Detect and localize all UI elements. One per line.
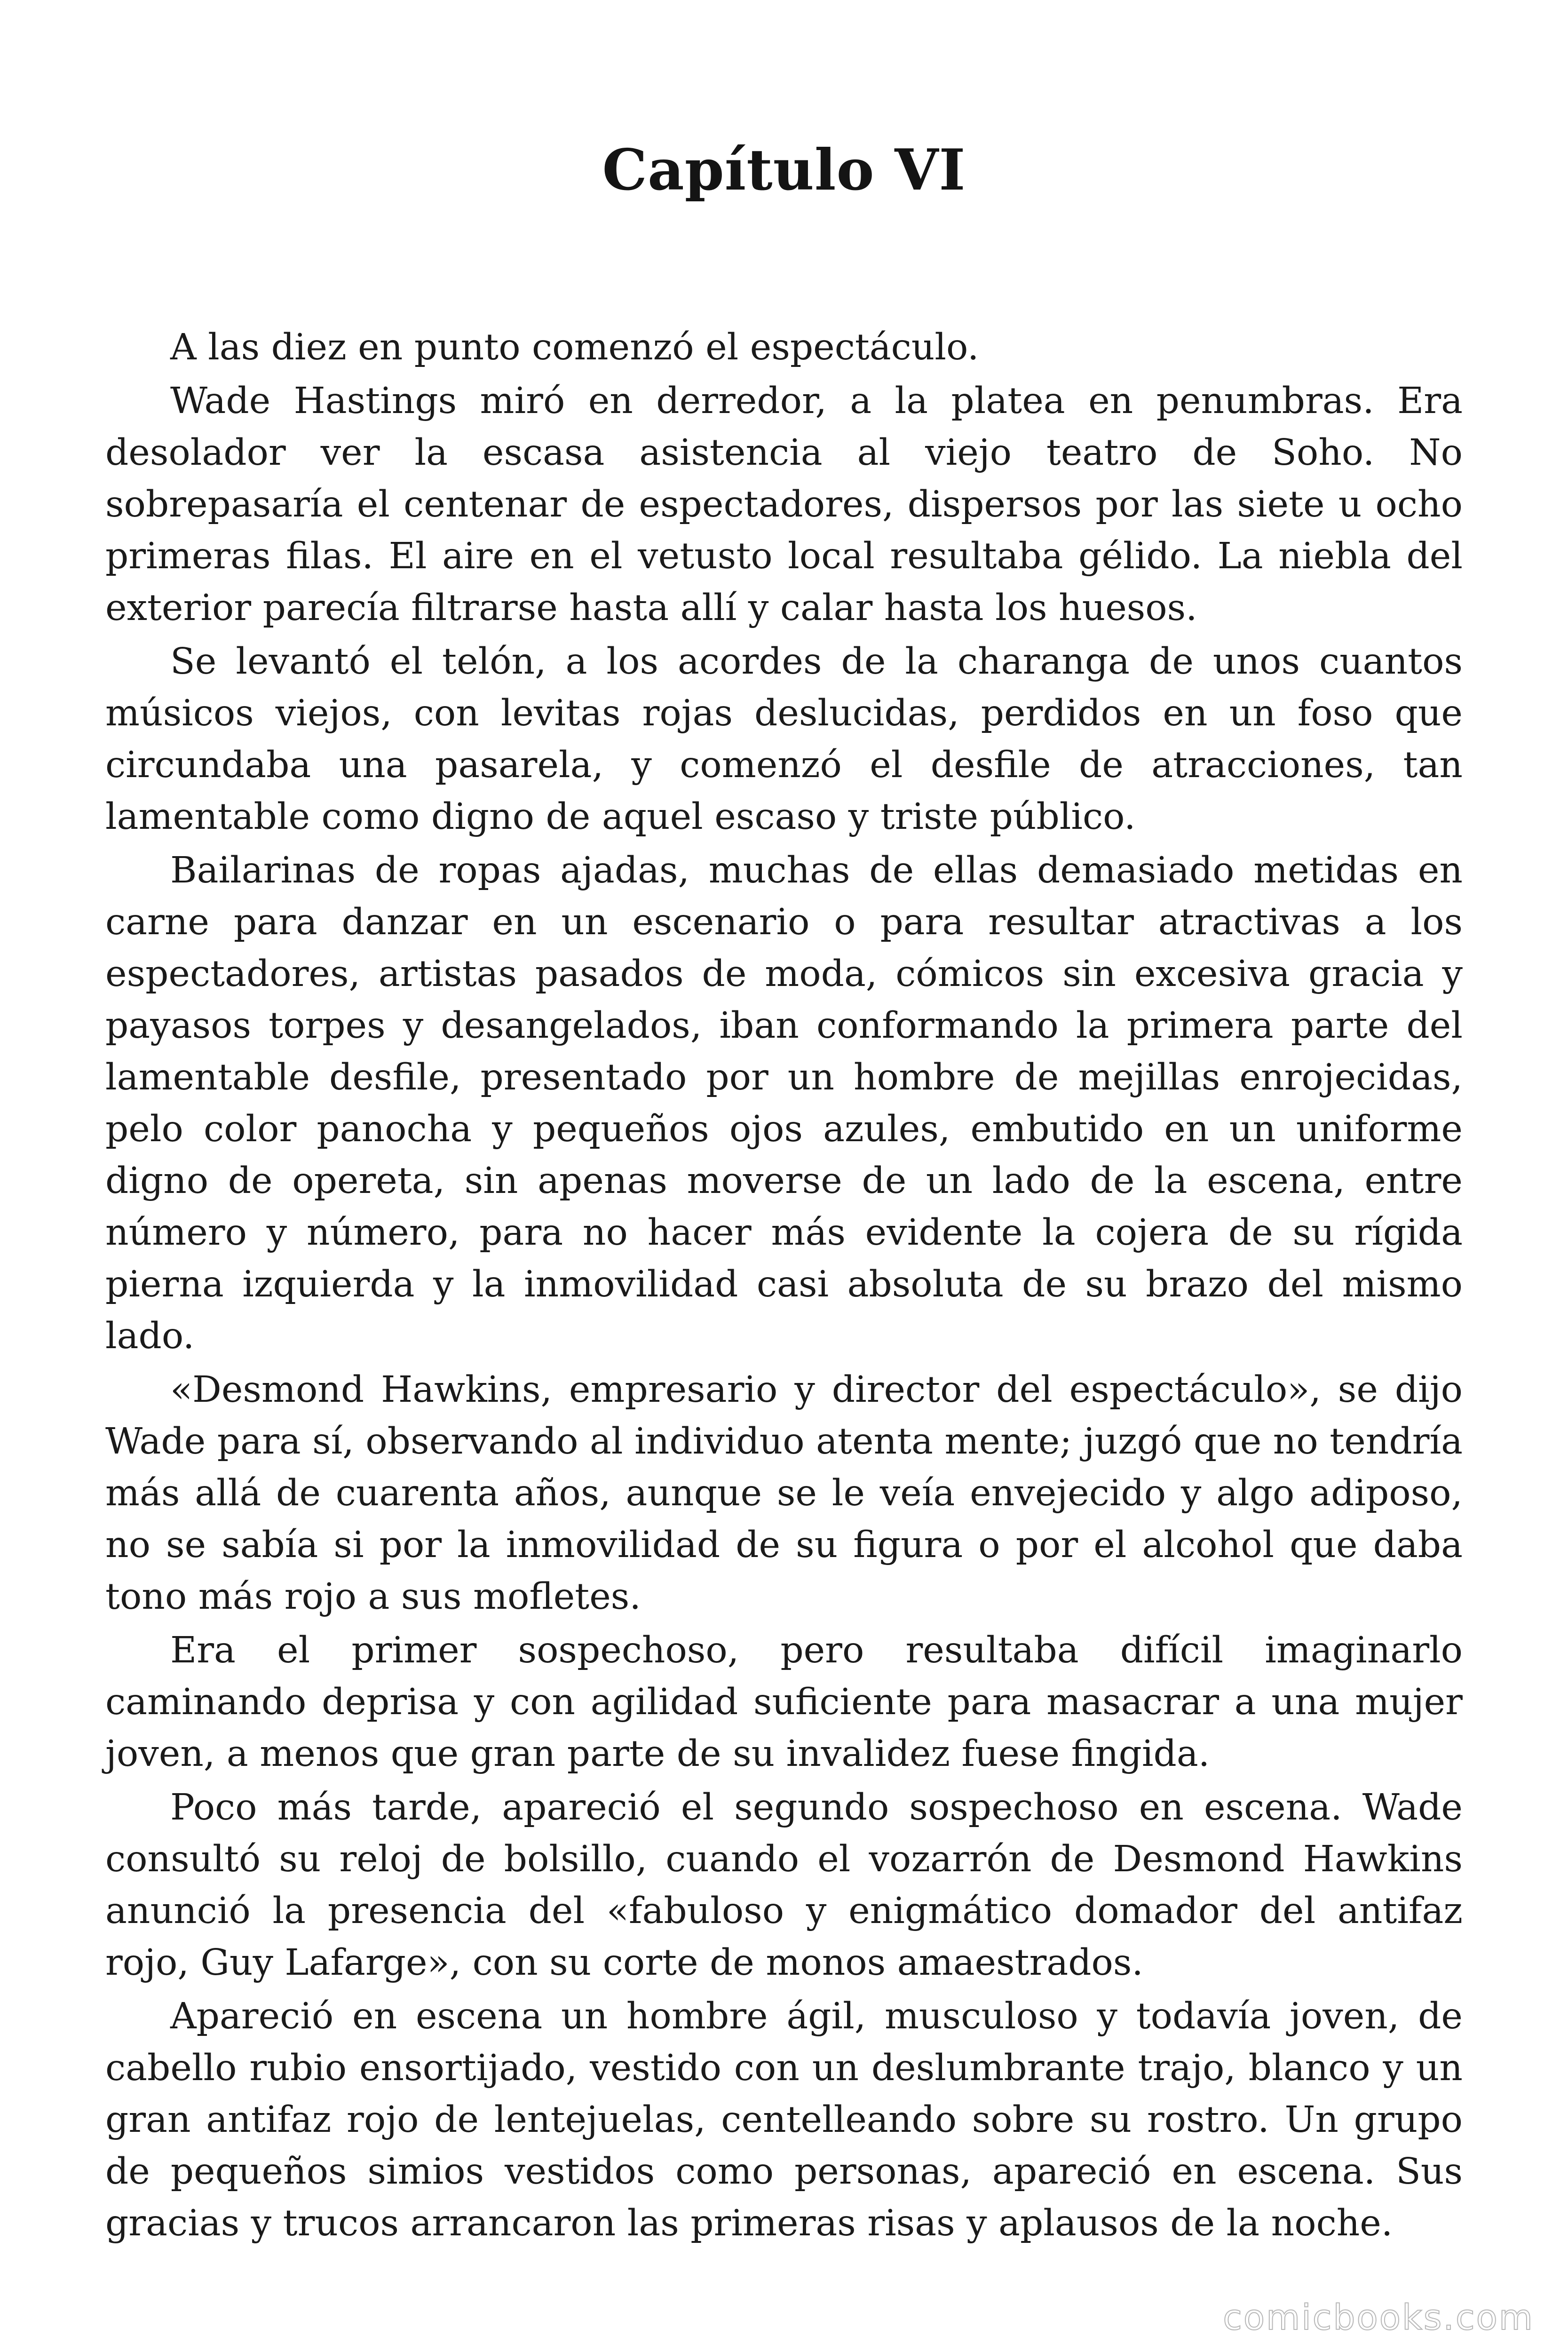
chapter-body: [105, 322, 1463, 2249]
paragraph: Wade Hastings miró en derredor, a la platea en penumbras. Era desolador ver la escasa asistencia al viejo teatro de Soho. No sobrepasaría el centenar de espectadores, dispersos por las siete u ocho primeras filas. El aire en el vetusto local resultaba gélido. La niebla del exterior parecía filtrarse hasta allí y calar hasta los huesos.: [105, 380, 1463, 629]
paragraph: Era el primer sospechoso, pero resultaba difícil imaginarlo caminando deprisa y con agilidad suficiente para masacrar a una mujer joven, a menos que gran parte de su invalidez fuese fingida.: [105, 1629, 1463, 1775]
chapter-title: Capítulo VI: [602, 137, 966, 203]
paragraph: Apareció en escena un hombre ágil, musculoso y todavía joven, de cabello rubio ensortijado, vestido con un deslumbrante trajo, blanco y un gran antifaz rojo de lentejuelas, centelleando sobre su rostro. Un grupo de pequeños simios vestidos como personas, apareció en escena. Sus gracias y trucos arrancaron las primeras risas y aplausos de la noche.: [105, 1995, 1463, 2244]
paragraph: Poco más tarde, apareció el segundo sospechoso en escena. Wade consultó su reloj de bolsillo, cuando el vozarrón de Desmond Hawkins anunció la presencia del «fabuloso y enigmático domador del antifaz rojo, Guy Lafarge», con su corte de monos amaestrados.: [105, 1787, 1463, 1984]
watermark: comicbooks.com: [1223, 2297, 1534, 2338]
paragraph: A las diez en punto comenzó el espectáculo.: [170, 326, 979, 368]
paragraph: Bailarinas de ropas ajadas, muchas de ellas demasiado metidas en carne para danzar en un escenario o para resultar atractivas a los espectadores, artistas pasados de moda, cómicos sin excesiva gracia y payasos torpes y desangelados, iban conformando la primera parte del lamentable desfile, presentado por un hombre de mejillas enrojecidas, pelo color panocha y pequeños ojos azules, embutido en un uniforme digno de opereta, sin apenas moverse de un lado de la escena, entre número y número, para no hacer más evidente la cojera de su rígida pierna izquierda y la inmovilidad casi absoluta de su brazo del mismo lado.: [105, 850, 1463, 1357]
paragraph: Se levantó el telón, a los acordes de la charanga de unos cuantos músicos viejos, con levitas rojas deslucidas, perdidos en un foso que circundaba una pasarela, y comenzó el desfile de atracciones, tan lamentable como digno de aquel escaso y triste público.: [105, 641, 1463, 838]
paragraph: «Desmond Hawkins, empresario y director del espectáculo», se dijo Wade para sí, observando al individuo atenta mente; juzgó que no tendría más allá de cuarenta años, aunque se le veía envejecido y algo adiposo, no se sabía si por la inmovilidad de su figura o por el alcohol que daba tono más rojo a sus mofletes.: [105, 1369, 1463, 1618]
